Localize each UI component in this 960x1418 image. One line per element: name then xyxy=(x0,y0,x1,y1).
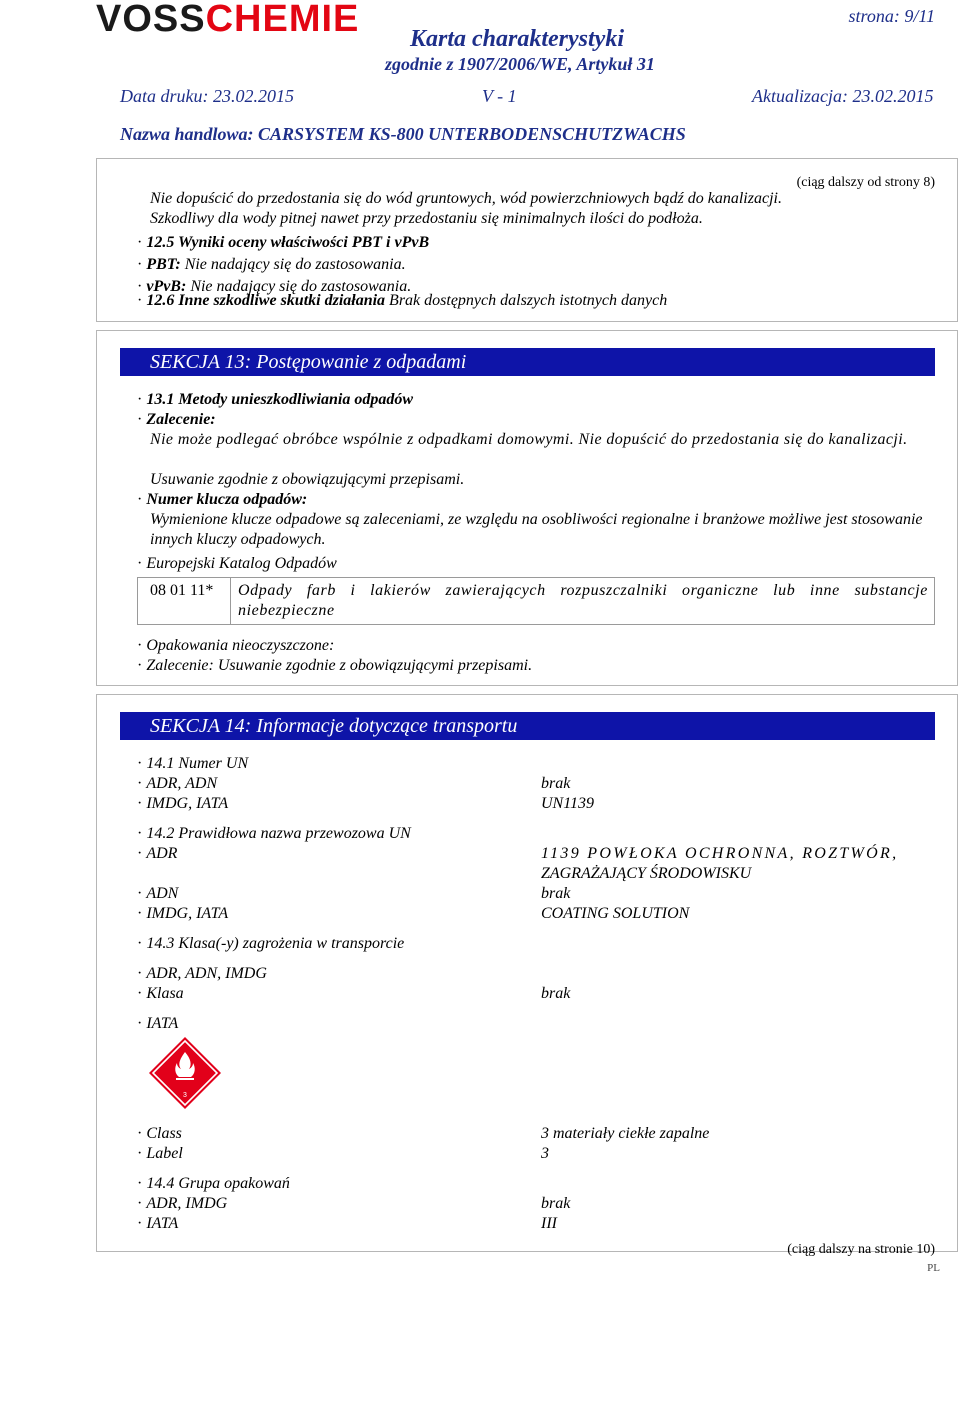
ewc-table-row xyxy=(137,577,935,625)
ewc-divider xyxy=(230,578,231,624)
waste-key-text: Wymienione klucze odpadowe są zaleceniami, ze względu na osobliwości regionalne i branżowe możliwe jest stosowanie innych kluczy odpadowych. xyxy=(150,511,923,548)
subsection-14-3: · 14.3 Klasa(-y) zagrożenia w transporcie xyxy=(137,935,405,952)
iata2-label: · IATA xyxy=(137,1215,179,1232)
adn-value: brak xyxy=(541,885,571,902)
ewc-description: Odpady farb i lakierów zawierających rozpuszczalniki organiczne lub inne substancje niebezpieczne xyxy=(238,582,928,619)
recommendation-text: Nie może podlegać obróbce wspólnie z odpadkami domowymi. Nie dopuścić do przedostania się do kanalizacji. xyxy=(150,431,908,448)
adr-imdg-value: brak xyxy=(541,1195,571,1212)
text-line: Szkodliwy dla wody pitnej nawet przy przedostaniu się minimalnych ilości do podłoża. xyxy=(150,210,703,227)
placard-number: 3 xyxy=(183,1092,187,1099)
language-code: PL xyxy=(927,1262,940,1274)
adr-label: · ADR xyxy=(137,845,178,862)
recommendation-text-2: Usuwanie zgodnie z obowiązującymi przepisami. xyxy=(150,471,465,488)
packaging-label: · Opakowania nieoczyszczone: xyxy=(137,637,335,654)
subsection-14-1: · 14.1 Numer UN xyxy=(137,755,249,772)
adn-label: · ADN xyxy=(137,885,179,902)
label-value: 3 xyxy=(541,1145,549,1162)
pbt-row: · PBT: Nie nadający się do zastosowania. xyxy=(137,256,406,273)
imdg-iata-value: UN1139 xyxy=(541,795,595,812)
imdg-iata2-label: · IMDG, IATA xyxy=(137,905,229,922)
page-number: strona: 9/11 xyxy=(848,6,935,26)
print-date: Data druku: 23.02.2015 xyxy=(120,86,294,106)
imdg-iata-label: · IMDG, IATA xyxy=(137,795,229,812)
ewc-code: 08 01 11* xyxy=(150,582,214,599)
adr-adn-value: brak xyxy=(541,775,571,792)
version: V - 1 xyxy=(482,86,517,106)
subsection-12-5: · 12.5 Wyniki oceny właściwości PBT i vPvB xyxy=(137,234,430,251)
continued-from: (ciąg dalszy od strony 8) xyxy=(796,175,935,190)
iata2-value: III xyxy=(541,1215,557,1232)
subsection-12-6: · 12.6 Inne szkodliwe skutki działania Brak dostępnych dalszych istotnych danych xyxy=(137,292,668,309)
adr-imdg-label: · ADR, IMDG xyxy=(137,1195,228,1212)
subsection-14-4: · 14.4 Grupa opakowań xyxy=(137,1175,290,1192)
flammable-liquid-placard-icon xyxy=(148,1036,222,1110)
recommendation-label: · Zalecenie: xyxy=(137,411,216,428)
vpvb-row: · vPvB: Nie nadający się do zastosowania. xyxy=(137,278,412,295)
text-line: Nie dopuścić do przedostania się do wód gruntowych, wód powierzchniowych bądź do kanalizacji. xyxy=(150,190,782,207)
trade-name: Nazwa handlowa: CARSYSTEM KS-800 UNTERBODENSCHUTZWACHS xyxy=(120,124,686,144)
klasa-label: · Klasa xyxy=(137,985,184,1002)
class-label: · Class xyxy=(137,1125,182,1142)
subsection-13-1: · 13.1 Metody unieszkodliwiania odpadów xyxy=(137,391,414,408)
adr-value-1: 1139 POWŁOKA OCHRONNA, ROZTWÓR, xyxy=(541,845,899,862)
document-title: Karta charakterystyki xyxy=(410,26,624,52)
adr-adn-imdg-label: · ADR, ADN, IMDG xyxy=(137,965,267,982)
label-label: · Label xyxy=(137,1145,183,1162)
section14-title: SEKCJA 14: Informacje dotyczące transportu xyxy=(120,712,935,740)
continued-next: (ciąg dalszy na stronie 10) xyxy=(787,1242,935,1257)
ewc-label: · Europejski Katalog Odpadów xyxy=(137,555,337,572)
klasa-value: brak xyxy=(541,985,571,1002)
waste-key-label: · Numer klucza odpadów: xyxy=(137,491,308,508)
vosschemie-logo: VOSSCHEMIE xyxy=(96,0,360,40)
section12-box xyxy=(96,158,958,322)
subsection-14-2: · 14.2 Prawidłowa nazwa przewozowa UN xyxy=(137,825,411,842)
document-subtitle: zgodnie z 1907/2006/WE, Artykuł 31 xyxy=(385,54,655,74)
iata-label: · IATA xyxy=(137,1015,179,1032)
adr-value-2: ZAGRAŻAJĄCY ŚRODOWISKU xyxy=(541,865,752,882)
packaging-recommendation: · Zalecenie: Usuwanie zgodnie z obowiązującymi przepisami. xyxy=(137,657,533,674)
class-value: 3 materiały ciekłe zapalne xyxy=(541,1125,710,1142)
adr-adn-label: · ADR, ADN xyxy=(137,775,218,792)
section13-title: SEKCJA 13: Postępowanie z odpadami xyxy=(120,348,935,376)
update-date: Aktualizacja: 23.02.2015 xyxy=(752,86,934,106)
imdg-iata2-value: COATING SOLUTION xyxy=(541,905,690,922)
